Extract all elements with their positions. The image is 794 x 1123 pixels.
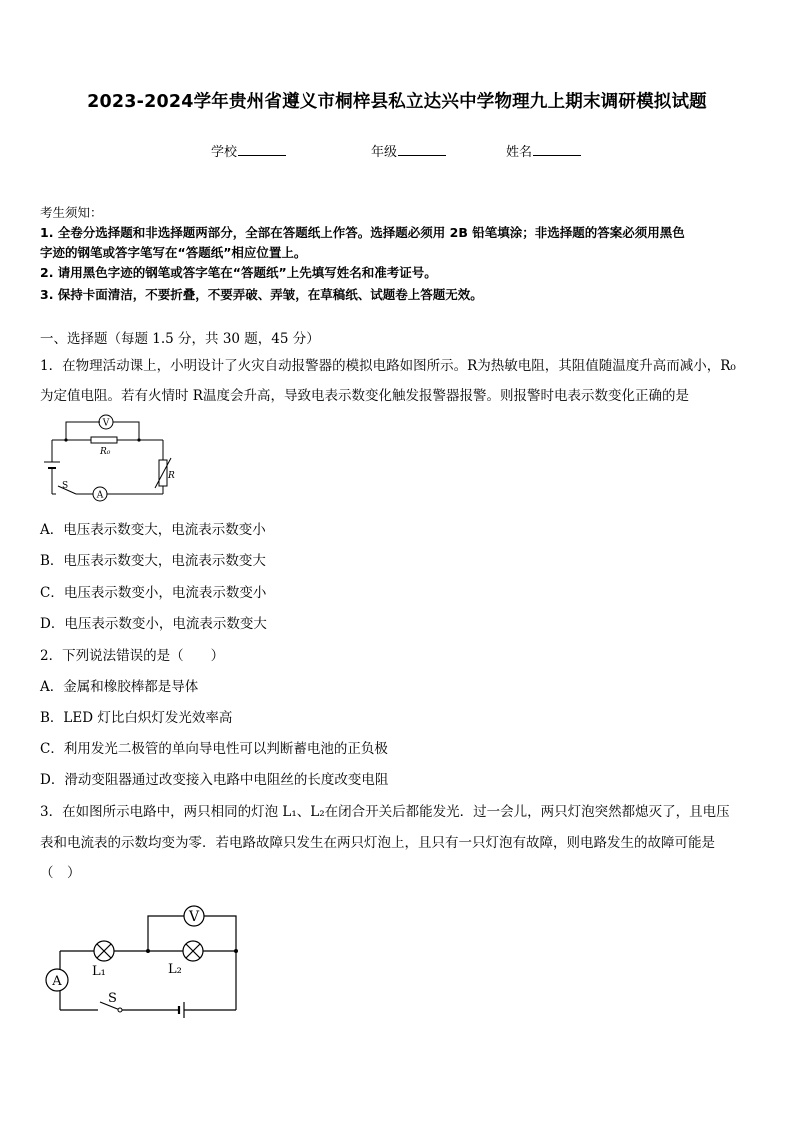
question-1-option-d: D．电压表示数变小，电流表示数变大 xyxy=(40,616,267,632)
l1-label: L₁ xyxy=(92,964,106,979)
question-3-line-2: 表和电流表的示数均变为零．若电路故障只发生在两只灯泡上，且只有一只灯泡有故障，则电路发生的故障可能是 xyxy=(40,835,715,851)
question-3-line-3: （ ） xyxy=(40,865,81,881)
school-field xyxy=(211,141,286,160)
question-2-line-1: 2．下列说法错误的是（ ） xyxy=(40,648,225,664)
switch-label: S xyxy=(62,481,69,491)
l2-label: L₂ xyxy=(168,962,182,977)
question-3-line-1: 3．在如图所示电路中，两只相同的灯泡 L₁、L₂在闭合开关后都能发光．过一会儿，两只灯泡突然都熄灭了，且电压 xyxy=(40,804,730,820)
r-label: R xyxy=(168,471,175,481)
ammeter-label: A xyxy=(52,974,62,989)
section-heading: 一、选择题（每题 1.5 分，共 30 题，45 分） xyxy=(40,331,320,347)
question-2-option-b: B．LED 灯比白炽灯发光效率高 xyxy=(40,710,233,726)
switch-label: S xyxy=(108,991,117,1006)
grade-label: 年级 xyxy=(371,145,398,160)
name-blank xyxy=(533,143,581,156)
notice-item: 3. 保持卡面清洁，不要折叠，不要弄破、弄皱，在草稿纸、试题卷上答题无效。 xyxy=(40,287,483,302)
question-1-line-1: 1．在物理活动课上，小明设计了火灾自动报警器的模拟电路如图所示。R为热敏电阻，其阻值随温度升高而减小，R₀ xyxy=(40,358,736,374)
page-title: 2023-2024学年贵州省遵义市桐梓县私立达兴中学物理九上期末调研模拟试题 xyxy=(87,92,707,112)
voltmeter-label: V xyxy=(188,909,200,925)
voltmeter-label: V xyxy=(102,418,110,429)
question-2-option-a: A．金属和橡胶棒都是导体 xyxy=(40,679,199,695)
notice-item: 1. 全卷分选择题和非选择题两部分，全部在答题纸上作答。选择题必须用 2B 铅笔填涂；非选择题的答案必须用黑色 xyxy=(40,225,685,240)
school-label: 学校 xyxy=(211,145,238,160)
notice-heading: 考生须知： xyxy=(40,205,103,220)
question-1-option-b: B．电压表示数变大，电流表示数变大 xyxy=(40,553,266,569)
question-1-line-2: 为定值电阻。若有火情时 R温度会升高，导致电表示数变化触发报警器报警。则报警时电表示数变化正确的是 xyxy=(40,388,689,404)
question-1-option-a: A．电压表示数变大，电流表示数变小 xyxy=(40,522,266,538)
notice-item: 2. 请用黑色字迹的钢笔或答字笔在“答题纸”上先填写姓名和准考证号。 xyxy=(40,265,437,280)
question-1-option-c: C．电压表示数变小，电流表示数变小 xyxy=(40,585,267,601)
r0-label: R₀ xyxy=(100,447,111,457)
notice-item: 字迹的钢笔或答字笔写在“答题纸”相应位置上。 xyxy=(40,245,307,260)
question-1-circuit-diagram xyxy=(36,408,186,508)
grade-field xyxy=(371,141,446,160)
question-2-option-c: C．利用发光二极管的单向导电性可以判断蓄电池的正负极 xyxy=(40,741,388,757)
ammeter-label: A xyxy=(96,490,104,501)
school-blank xyxy=(238,143,286,156)
question-3-circuit-diagram xyxy=(40,898,245,1023)
question-2-option-d: D．滑动变阻器通过改变接入电路中电阻丝的长度改变电阻 xyxy=(40,772,389,788)
grade-blank xyxy=(398,143,446,156)
name-field xyxy=(506,141,581,160)
name-label: 姓名 xyxy=(506,145,533,160)
